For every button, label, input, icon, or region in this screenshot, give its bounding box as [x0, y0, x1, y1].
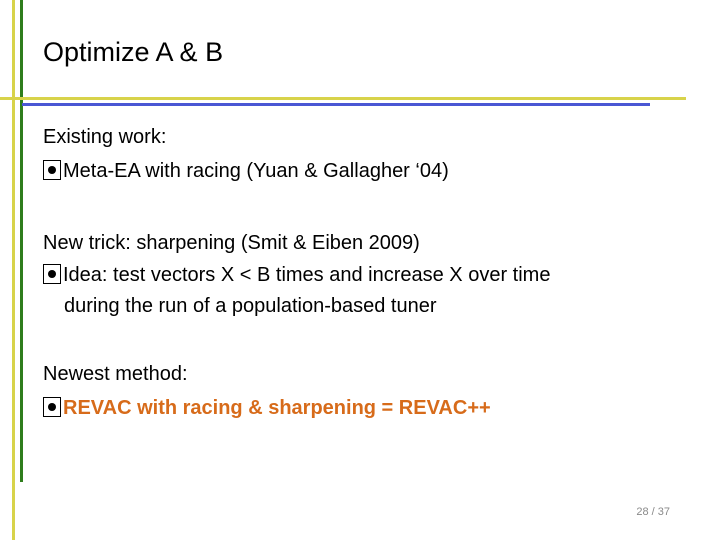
frame-vertical-yellow-line: [12, 0, 15, 540]
new-trick-label: New trick: sharpening (Smit & Eiben 2009): [43, 232, 420, 254]
slide-title: Optimize A & B: [43, 37, 224, 67]
existing-work-item: [43, 156, 449, 186]
bullet-icon: [43, 264, 61, 284]
page-number: 28 / 37: [636, 506, 670, 518]
frame-vertical-green-line: [20, 0, 23, 482]
title-underline-yellow: [0, 97, 686, 100]
bullet-icon: [43, 397, 61, 417]
new-trick-text-line1: Idea: test vectors X < B times and increase X over time: [63, 264, 551, 286]
new-trick-text-line2: during the run of a population-based tuner: [64, 295, 437, 317]
existing-work-label: Existing work:: [43, 126, 167, 148]
newest-method-label: Newest method:: [43, 363, 188, 385]
new-trick-item: [43, 260, 550, 290]
bullet-icon: [43, 160, 61, 180]
existing-work-text: Meta-EA with racing (Yuan & Gallagher ‘04): [63, 160, 449, 182]
title-underline-blue: [22, 103, 650, 106]
newest-method-text: REVAC with racing & sharpening = REVAC++: [63, 397, 491, 419]
newest-method-item: [43, 393, 491, 423]
